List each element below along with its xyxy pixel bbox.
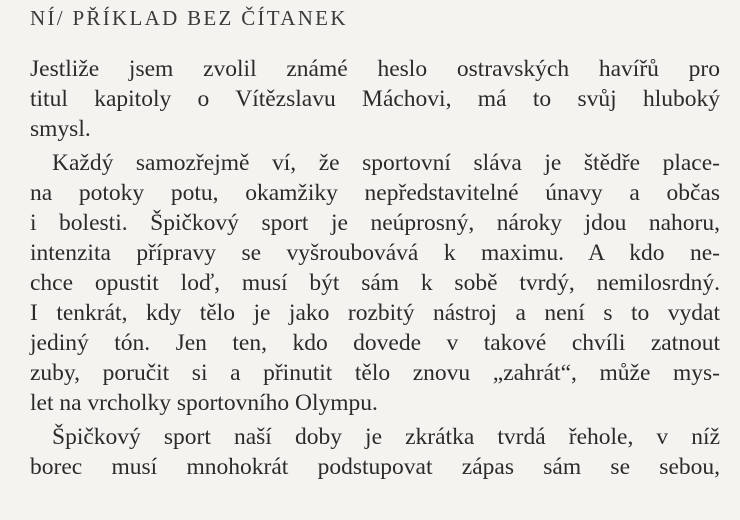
text-line: titul kapitoly o Vítězslavu Máchovi, má to svůj hluboký [30, 86, 720, 112]
body-text [30, 54, 720, 482]
text-line: Špičkový sport naší doby je zkrátka tvrdá řehole, v níž [52, 424, 720, 450]
paragraph-2 [30, 148, 720, 418]
text-line: let na vrcholky sportovního Olympu. [30, 390, 378, 416]
paragraph-3 [30, 422, 720, 482]
text-line: na potoky potu, okamžiky nepředstavitelné únavy a občas [30, 180, 720, 206]
text-line: jediný tón. Jen ten, kdo dovede v takové chvíli zatnout [30, 330, 720, 356]
text-line: I tenkrát, kdy tělo je jako rozbitý nástroj a není s to vydat [30, 300, 720, 326]
running-head: NÍ/ PŘÍKLAD BEZ ČÍTANEK [30, 6, 348, 30]
text-line: i bolesti. Špičkový sport je neúprosný, nároky jdou nahoru, [30, 210, 720, 236]
text-line: Každý samozřejmě ví, že sportovní sláva je štědře placе- [52, 150, 720, 176]
paragraph-1 [30, 54, 720, 144]
text-line: zuby, poručit si a přinutit tělo znovu „zahrát“, může mys- [30, 360, 720, 386]
text-line: smysl. [30, 116, 91, 142]
text-line: borec musí mnohokrát podstupovat zápas sám se sebou, [30, 454, 720, 480]
text-line: chce opustit loď, musí být sám k sobě tvrdý, nemilosrdný. [30, 270, 720, 296]
text-line: intenzita přípravy se vyšroubovává k maximu. A kdo ne- [30, 240, 720, 266]
text-line: Jestliže jsem zvolil známé heslo ostravských havířů pro [30, 56, 720, 82]
